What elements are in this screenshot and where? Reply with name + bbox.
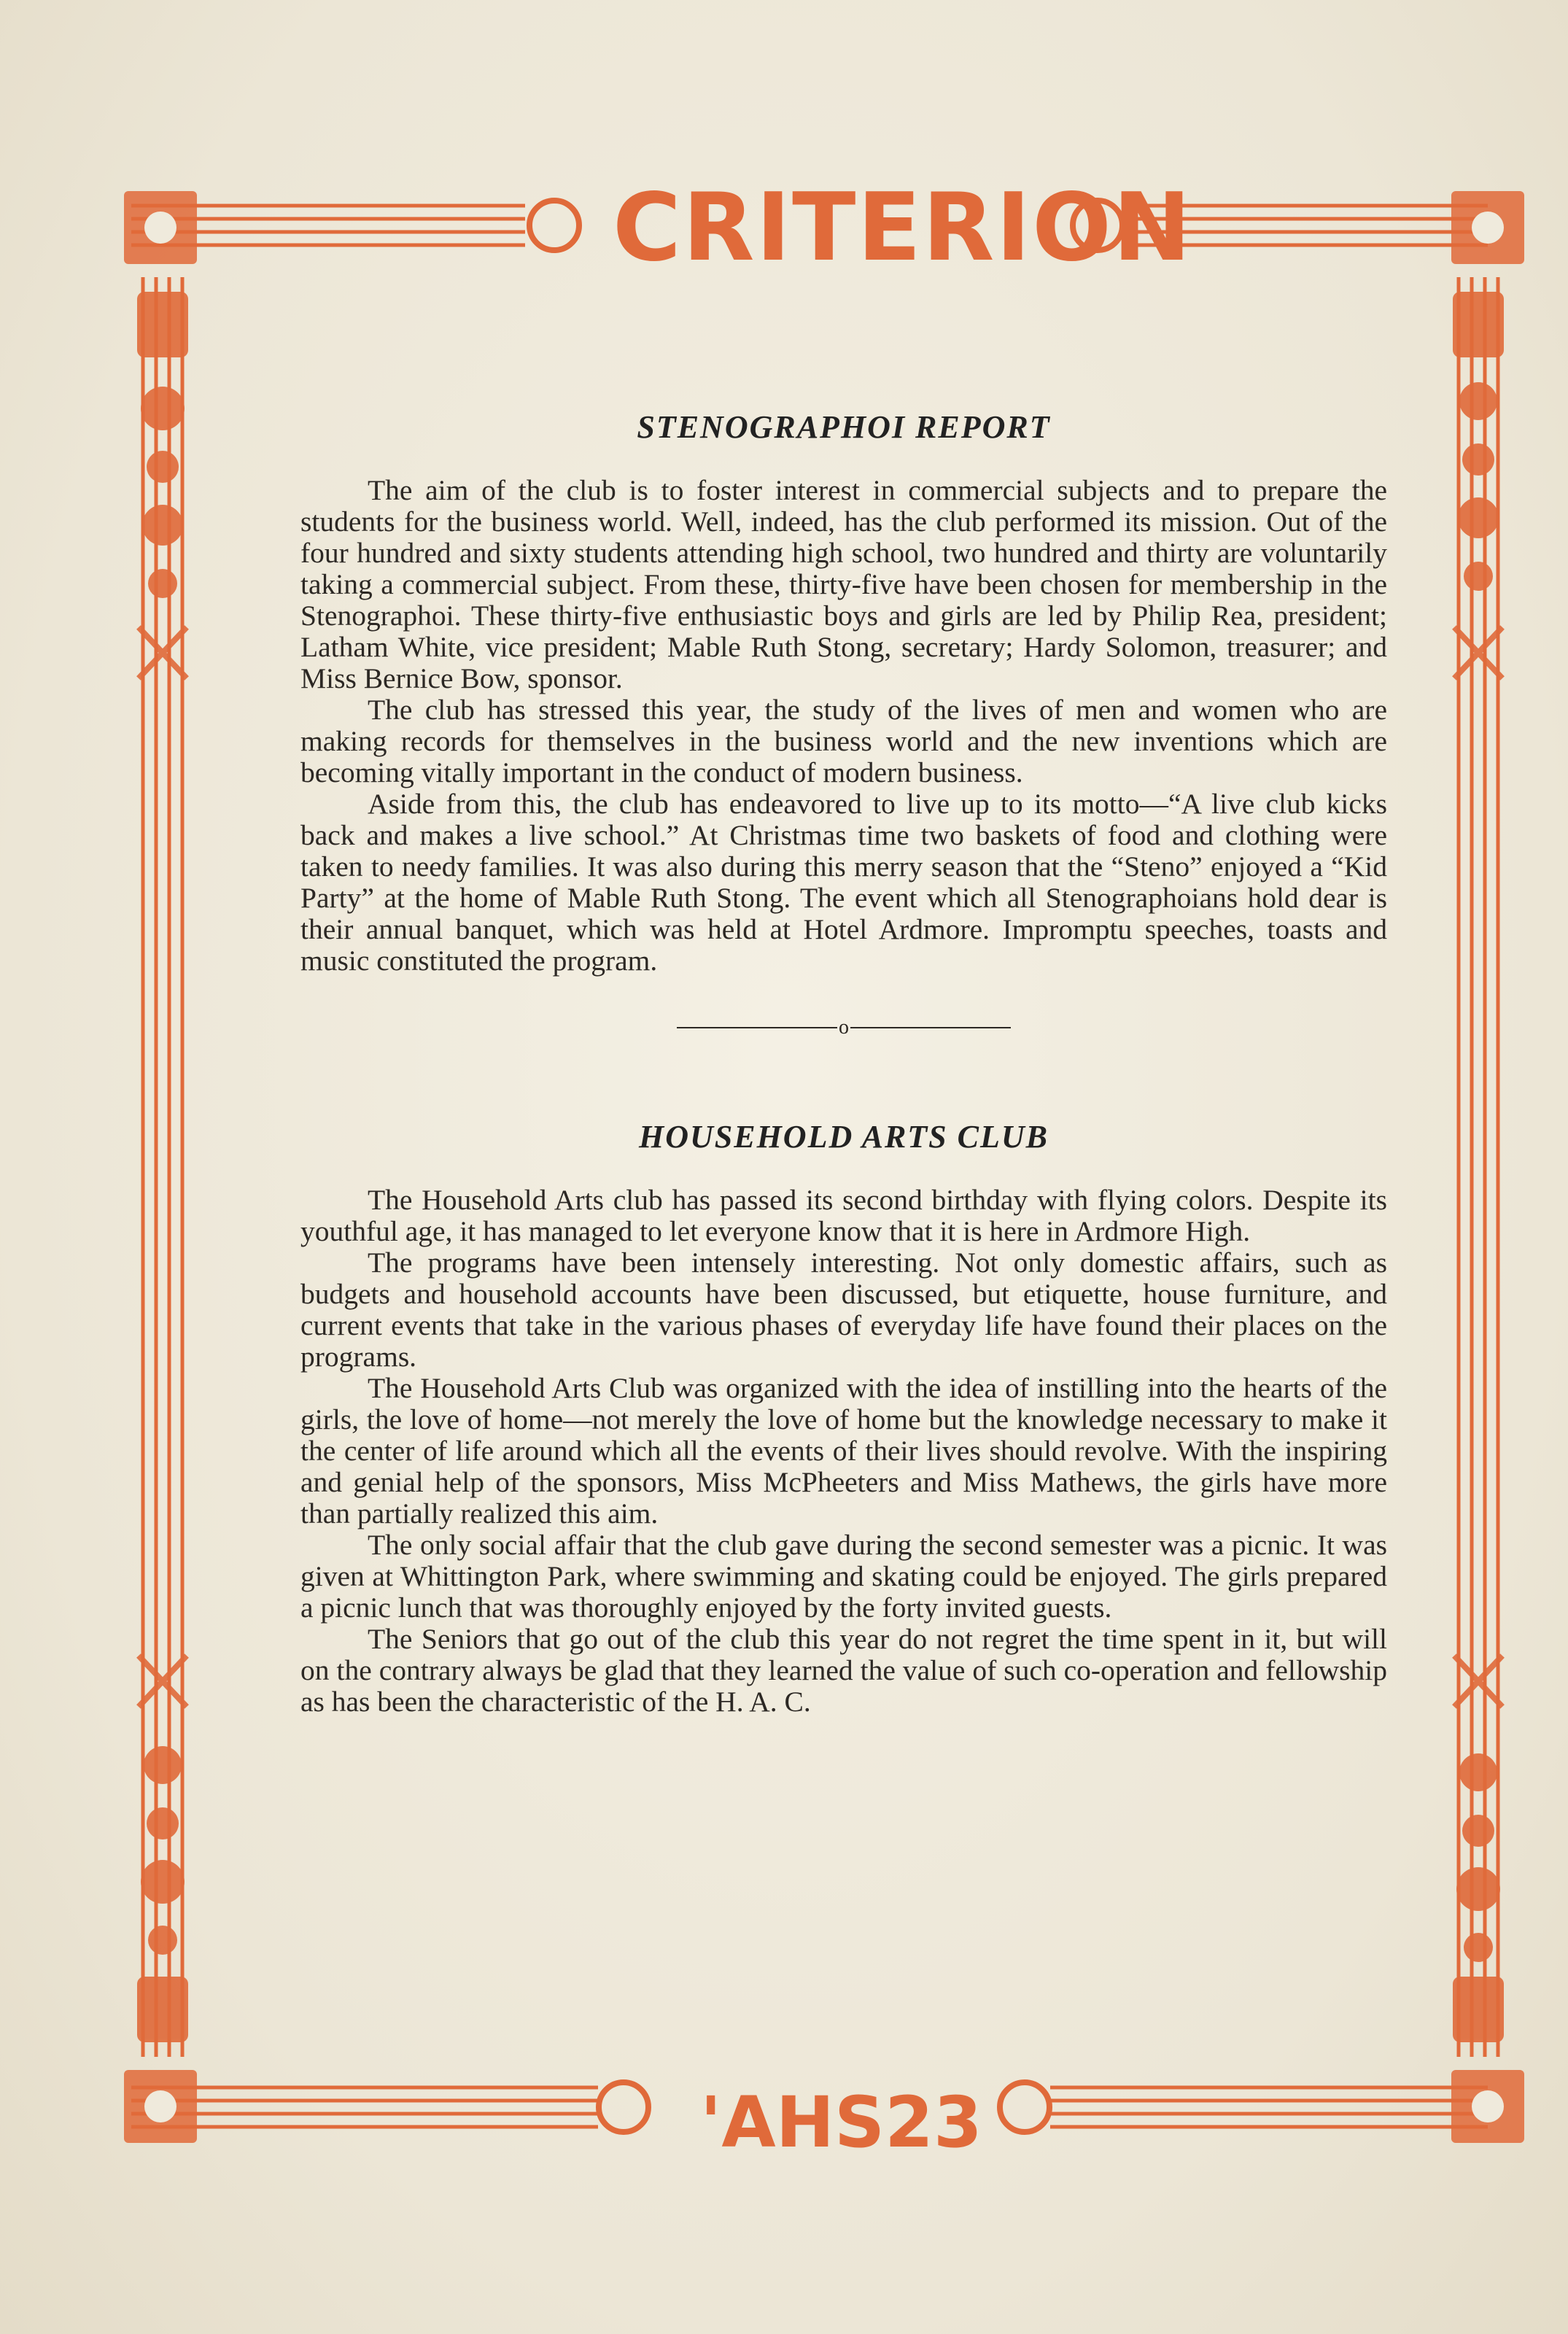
paragraph: The Household Arts Club was organized with the idea of instilling into the hearts of the girls, the love of home—not merely the love of home but the knowledge necessary to make it the center of life around which all the events of their lives should revolve. With the inspiring and genial help of the sponsors, Miss McPheeters and Miss Mathews, the girls have more than partially realized this aim. (300, 1372, 1387, 1529)
page-content (300, 408, 1387, 1718)
household-arts-section (300, 1118, 1387, 1718)
paragraph: The aim of the club is to foster interest in commercial subjects and to prepare the students for the business world. Well, indeed, has the club performed its mission. Out of the four hundred and sixty students attending high school, two hundred and thirty are voluntarily taking a commercial subject. From these, thirty-five have been chosen for membership in the Stenographoi. These thirty-five enthusiastic boys and girls are led by Philip Rea, president; Latham White, vice president; Mable Ruth Stong, secretary; Hardy Solomon, treasurer; and Miss Bernice Bow, sponsor. (300, 474, 1387, 694)
stenographoi-section (300, 408, 1387, 977)
paragraph: Aside from this, the club has endeavored to live up to its motto—“A live club kicks back and makes a live school.” At Christmas time two baskets of food and clothing were taken to needy families. It was also during this merry season that the “Steno” enjoyed a “Kid Party” at the home of Mable Ruth Stong. The event which all Stenographoians hold dear is their annual banquet, which was held at Hotel Ardmore. Impromptu speeches, toasts and music constituted the program. (300, 788, 1387, 977)
paragraph: The club has stressed this year, the study of the lives of men and women who are making records for themselves in the business world and the new inventions which are becoming vitally important in the conduct of modern business. (300, 694, 1387, 788)
paragraph: The Household Arts club has passed its second birthday with flying colors. Despite its youthful age, it has managed to let everyone know that it is here in Ardmore High. (300, 1184, 1387, 1247)
divider-line (677, 1027, 837, 1028)
masthead-title: CRITERION (613, 174, 1192, 282)
paragraph: The programs have been intensely interesting. Not only domestic affairs, such as budgets and household accounts have been discussed, but etiquette, house furniture, and current events that take in the various phases of everyday life have found their places on the programs. (300, 1247, 1387, 1373)
paragraph: The Seniors that go out of the club this year do not regret the time spent in it, but will on the contrary always be glad that they learned the value of such co-operation and fellowship as has been the characteristic of the H. A. C. (300, 1623, 1387, 1718)
paragraph: The only social affair that the club gave during the second semester was a picnic. It was given at Whittington Park, where swimming and skating could be enjoyed. The girls prepared a picnic lunch that was thoroughly enjoyed by the forty invited guests. (300, 1529, 1387, 1624)
divider-mark: o (839, 1016, 849, 1039)
divider-line (850, 1027, 1011, 1028)
section-divider (300, 1017, 1387, 1038)
footer-emblem: 'AHS23 (700, 2082, 982, 2163)
section-title: STENOGRAPHOI REPORT (637, 409, 1051, 445)
section-title: HOUSEHOLD ARTS CLUB (638, 1119, 1049, 1155)
